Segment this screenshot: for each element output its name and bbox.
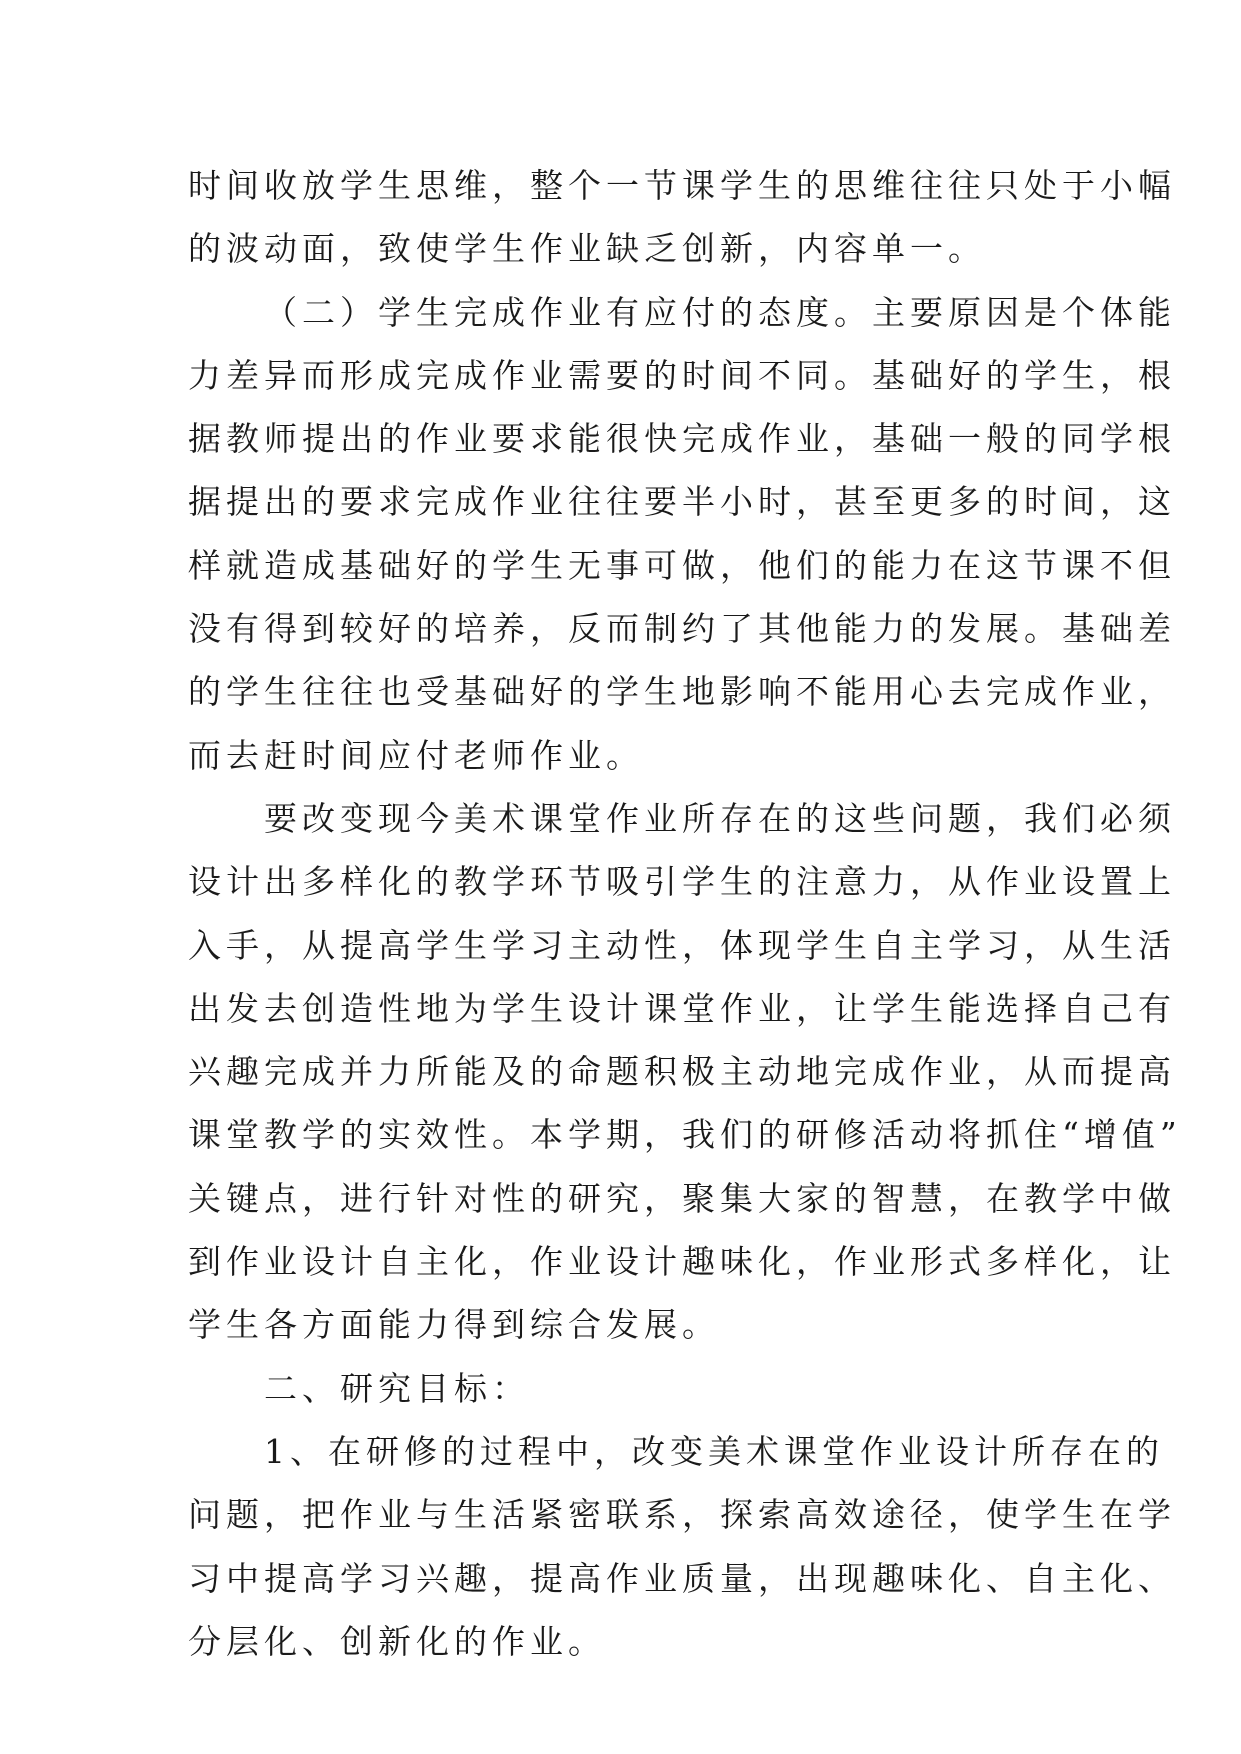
- text-line: 学生各方面能力得到综合发展。: [188, 1305, 720, 1345]
- text-line: 关键点，进行针对性的研究，聚集大家的智慧，在教学中做: [188, 1178, 1176, 1218]
- text-line: 设计出多样化的教学环节吸引学生的注意力，从作业设置上: [188, 862, 1176, 902]
- text-line: 出发去创造性地为学生设计课堂作业，让学生能选择自己有: [188, 988, 1176, 1028]
- text-line: 课堂教学的实效性。本学期，我们的研修活动将抓住“增值”: [188, 1115, 1182, 1155]
- text-line: 1、在研修的过程中，改变美术课堂作业设计所存在的: [264, 1431, 1164, 1471]
- text-line: 要改变现今美术课堂作业所存在的这些问题，我们必须: [264, 798, 1176, 838]
- text-line: 样就造成基础好的学生无事可做，他们的能力在这节课不但: [188, 545, 1176, 585]
- text-line: 力差异而形成完成作业需要的时间不同。基础好的学生，根: [188, 355, 1176, 395]
- text-line: 的波动面，致使学生作业缺乏创新，内容单一。: [188, 229, 986, 269]
- text-line: 的学生往往也受基础好的学生地影响不能用心去完成作业，: [188, 672, 1176, 712]
- text-line: 据提出的要求完成作业往往要半小时，甚至更多的时间，这: [188, 482, 1176, 522]
- text-line: （二）学生完成作业有应付的态度。主要原因是个体能: [264, 292, 1176, 332]
- text-line: 问题，把作业与生活紧密联系，探索高效途径，使学生在学: [188, 1495, 1176, 1535]
- body-text: [188, 154, 1182, 1673]
- text-line: 入手，从提高学生学习主动性，体现学生自主学习，从生活: [188, 925, 1176, 965]
- text-line: 到作业设计自主化，作业设计趣味化，作业形式多样化，让: [188, 1242, 1176, 1282]
- text-line: 据教师提出的作业要求能很快完成作业，基础一般的同学根: [188, 419, 1176, 459]
- text-line: 而去赶时间应付老师作业。: [188, 735, 644, 775]
- text-line: 分层化、创新化的作业。: [188, 1621, 606, 1661]
- text-line: 没有得到较好的培养，反而制约了其他能力的发展。基础差: [188, 609, 1176, 649]
- section-heading: 二、研究目标：: [264, 1368, 530, 1408]
- text-line: 兴趣完成并力所能及的命题积极主动地完成作业，从而提高: [188, 1052, 1176, 1092]
- text-line: 习中提高学习兴趣，提高作业质量，出现趣味化、自主化、: [188, 1558, 1176, 1598]
- text-line: 时间收放学生思维，整个一节课学生的思维往往只处于小幅: [188, 166, 1176, 205]
